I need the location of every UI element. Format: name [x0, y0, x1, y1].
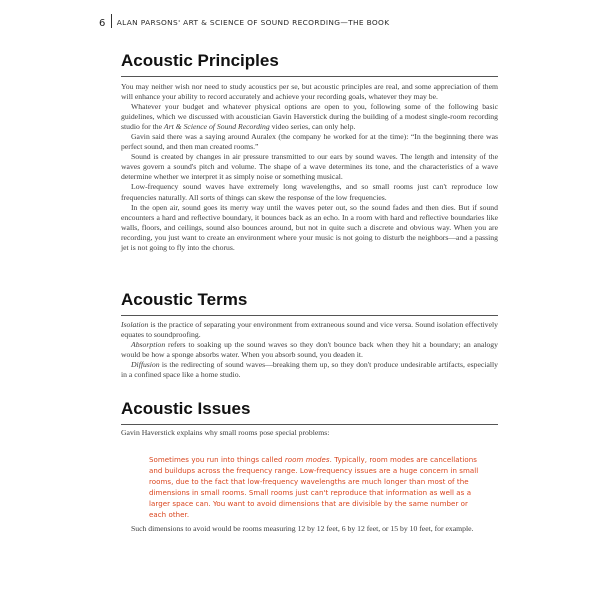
- quote-term: room modes: [284, 455, 330, 464]
- term-label: Diffusion: [131, 360, 160, 370]
- term-definition: refers to soaking up the sound waves so they don't bounce back when they hit a boundary; an analogy would be how a sponge absorbs water. When you absorb sound, you deaden it.: [121, 340, 498, 360]
- term-isolation: [121, 320, 498, 340]
- paragraph-text: video series, can only help.: [269, 122, 356, 132]
- term-absorption: [121, 340, 498, 360]
- terms-body: [121, 320, 498, 380]
- page-number: 6: [99, 18, 106, 29]
- paragraph: You may neither wish nor need to study acoustics per se, but acoustic principles are real, and some appreciation of them will enhance your ability to record accurately and achieve your recording goals, whatever they may be.: [121, 82, 498, 102]
- running-title: ALAN PARSONS' ART & SCIENCE OF SOUND RECORDING—THE BOOK: [116, 18, 390, 27]
- heading-acoustic-terms: Acoustic Terms: [121, 290, 248, 309]
- video-series-title: Art & Science of Sound Recording: [163, 122, 270, 132]
- term-definition: is the redirecting of sound waves—breaking them up, so they don't produce undesirable artifacts, especially in a confined space like a home studio.: [121, 360, 498, 380]
- quote-text: [149, 454, 479, 520]
- quote-text-part: Sometimes you run into things called: [149, 455, 285, 464]
- paragraph: Such dimensions to avoid would be rooms measuring 12 by 12 feet, 6 by 12 feet, or 15 by 10 feet, for example.: [131, 524, 474, 533]
- heading-rule: [121, 424, 498, 425]
- term-label: Isolation: [121, 320, 149, 329]
- paragraph-text: Whatever your budget and whatever physical options are open to you, following some of the following basic guidelines, which we discussed with acoustician Gavin Haverstick during the building of a modest single-room recording studio for the: [121, 102, 498, 132]
- paragraph: Low-frequency sound waves have extremely long wavelengths, and so small rooms just can't reproduce low frequencies naturally. All sorts of things can skew the response of the low frequencies.: [121, 182, 498, 202]
- paragraph: [121, 102, 498, 132]
- quote-text-part: . Typically, room modes are cancellations and buildups across the frequency range. Low-frequency issues are a huge concern in small rooms, due to the fact that low-frequency wavelengths are much longer than most of the dimensions in small rooms. Small rooms just can't reproduce that information as well as a larger space can. You want to avoid dimensions that are divisible by the same number or each other.: [149, 455, 479, 519]
- heading-acoustic-principles: Acoustic Principles: [121, 51, 279, 70]
- running-head: [99, 14, 519, 28]
- pull-quote: [149, 454, 479, 520]
- heading-acoustic-issues: Acoustic Issues: [121, 399, 251, 418]
- issues-intro: [121, 428, 498, 438]
- header-divider: [111, 14, 112, 28]
- heading-rule: [121, 76, 498, 77]
- heading-rule: [121, 315, 498, 316]
- paragraph: Gavin said there was a saying around Auralex (the company he worked for at the time): “In the beginning there was perfect sound, and then man created rooms.”: [121, 132, 498, 152]
- term-label: Absorption: [131, 340, 166, 350]
- term-definition: is the practice of separating your environment from extraneous sound and vice versa. Sound isolation effectively equates to soundproofing.: [121, 320, 498, 340]
- paragraph: Gavin Haverstick explains why small rooms pose special problems:: [121, 428, 330, 437]
- paragraph: In the open air, sound goes its merry way until the waves peter out, so the sound fades and then dies. But if sound encounters a hard and reflective boundary, it bounces back as an echo. In a room with hard and reflective boundaries like walls, floors, and ceilings, sound also bounces around, but not in quite such a discrete and obvious way. When you are recording, you just want to create an environment where your music is not going to disturb the neighbors—and a passing jet is not going to fly into the chorus.: [121, 202, 498, 252]
- issues-closing: [121, 524, 498, 534]
- principles-body: [121, 82, 498, 253]
- paragraph: Sound is created by changes in air pressure transmitted to our ears by sound waves. The length and intensity of the waves govern a sound's pitch and volume. The shape of a wave determines its tone, and the characteristics of a wave determine whether we interpret it as simply noise or something musical.: [121, 152, 498, 182]
- term-diffusion: [121, 360, 498, 380]
